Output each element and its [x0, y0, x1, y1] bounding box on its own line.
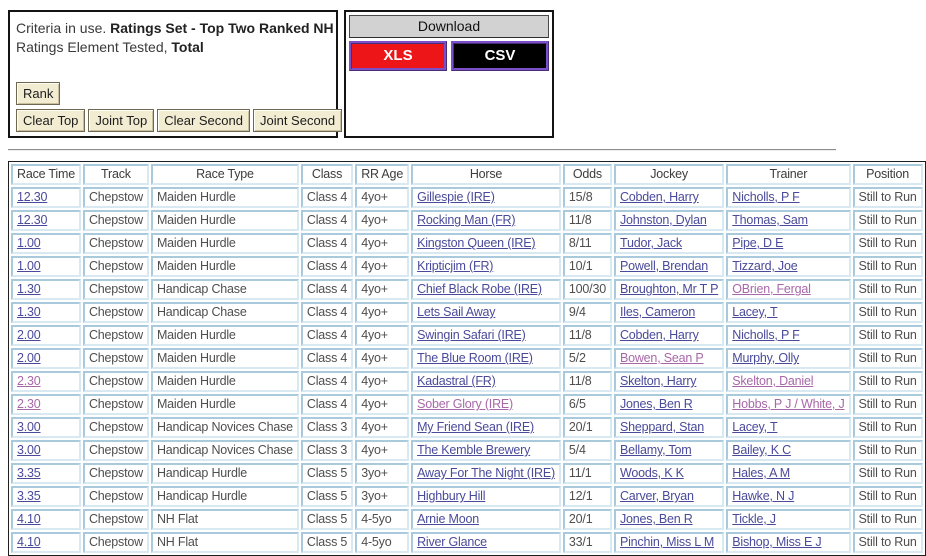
trainer-link[interactable]: Thomas, Sam	[732, 213, 808, 227]
class-cell: Class 4	[301, 348, 353, 369]
position-cell: Still to Run	[853, 187, 923, 208]
table-row	[11, 187, 923, 208]
table-row	[11, 325, 923, 346]
race-time-link[interactable]: 1.30	[17, 305, 41, 319]
race-type-cell: Handicap Novices Chase	[151, 440, 299, 461]
odds-cell: 33/1	[563, 532, 612, 553]
horse-link[interactable]: Sober Glory (IRE)	[417, 397, 514, 411]
joint-top-button[interactable]: Joint Top	[88, 109, 154, 132]
jockey-link[interactable]: Jones, Ben R	[619, 512, 693, 526]
table-row	[11, 532, 923, 553]
odds-cell: 6/5	[563, 394, 612, 415]
criteria-ratings-set: Ratings Set - Top Two Ranked NH	[110, 20, 334, 36]
trainer-link[interactable]: Lacey, T	[732, 420, 778, 434]
horse-link[interactable]: Away For The Night (IRE)	[417, 466, 555, 480]
race-type-cell: Maiden Hurdle	[151, 394, 299, 415]
class-cell: Class 5	[301, 463, 353, 484]
jockey-link[interactable]: Sheppard, Stan	[619, 420, 705, 434]
races-table	[8, 161, 926, 556]
trainer-link[interactable]: Bailey, K C	[732, 443, 791, 457]
horse-link[interactable]: Chief Black Robe (IRE)	[417, 282, 542, 296]
table-row	[11, 371, 923, 392]
table-row	[11, 302, 923, 323]
horse-link[interactable]: The Kemble Brewery	[417, 443, 531, 457]
race-time-link[interactable]: 3.00	[17, 443, 41, 457]
jockey-link[interactable]: Carver, Bryan	[619, 489, 694, 503]
trainer-link[interactable]: Skelton, Daniel	[732, 374, 814, 388]
rr-age-cell: 4yo+	[355, 279, 409, 300]
class-cell: Class 4	[301, 325, 353, 346]
jockey-link[interactable]: Jones, Ben R	[619, 397, 693, 411]
track-cell: Chepstow	[83, 233, 149, 254]
criteria-panel	[8, 10, 338, 138]
table-row	[11, 348, 923, 369]
race-time-link[interactable]: 1.00	[17, 259, 41, 273]
race-type-cell: NH Flat	[151, 509, 299, 530]
race-time-link[interactable]: 2.00	[17, 351, 41, 365]
class-cell: Class 3	[301, 417, 353, 438]
class-cell: Class 3	[301, 440, 353, 461]
trainer-link[interactable]: Nicholls, P F	[732, 190, 800, 204]
jockey-link[interactable]: Powell, Brendan	[619, 259, 708, 273]
column-header: Jockey	[614, 164, 724, 185]
rr-age-cell: 4yo+	[355, 440, 409, 461]
race-time-link[interactable]: 4.10	[17, 512, 41, 526]
trainer-link[interactable]: Hobbs, P J / White, J	[732, 397, 845, 411]
trainer-link[interactable]: Murphy, Olly	[732, 351, 800, 365]
trainer-link[interactable]: Hales, A M	[732, 466, 790, 480]
criteria-element-prefix: Ratings Element Tested,	[16, 38, 172, 55]
track-cell: Chepstow	[83, 509, 149, 530]
download-header: Download	[349, 15, 549, 38]
rr-age-cell: 4yo+	[355, 371, 409, 392]
jockey-link[interactable]: Woods, K K	[619, 466, 684, 480]
horse-link[interactable]: Lets Sail Away	[417, 305, 496, 319]
class-cell: Class 4	[301, 187, 353, 208]
rr-age-cell: 4yo+	[355, 417, 409, 438]
column-header: Race Type	[151, 164, 299, 185]
track-cell: Chepstow	[83, 302, 149, 323]
horse-link[interactable]: Highbury Hill	[417, 489, 486, 503]
class-cell: Class 4	[301, 302, 353, 323]
race-type-cell: Maiden Hurdle	[151, 187, 299, 208]
race-time-link[interactable]: 3.35	[17, 466, 41, 480]
odds-cell: 12/1	[563, 486, 612, 507]
table-row	[11, 394, 923, 415]
jockey-link[interactable]: Bellamy, Tom	[619, 443, 692, 457]
divider	[8, 149, 836, 151]
position-cell: Still to Run	[853, 509, 923, 530]
jockey-link[interactable]: Johnston, Dylan	[619, 213, 707, 227]
trainer-link[interactable]: Lacey, T	[732, 305, 778, 319]
column-header: Race Time	[11, 164, 81, 185]
class-cell: Class 4	[301, 210, 353, 231]
class-cell: Class 4	[301, 256, 353, 277]
rr-age-cell: 4-5yo	[355, 509, 409, 530]
race-type-cell: NH Flat	[151, 532, 299, 553]
table-row	[11, 279, 923, 300]
race-time-link[interactable]: 3.00	[17, 420, 41, 434]
class-cell: Class 5	[301, 532, 353, 553]
class-cell: Class 4	[301, 233, 353, 254]
track-cell: Chepstow	[83, 394, 149, 415]
table-row	[11, 417, 923, 438]
track-cell: Chepstow	[83, 371, 149, 392]
race-type-cell: Maiden Hurdle	[151, 371, 299, 392]
position-cell: Still to Run	[853, 233, 923, 254]
jockey-link[interactable]: Pinchin, Miss L M	[619, 535, 715, 549]
trainer-link[interactable]: Nicholls, P F	[732, 328, 800, 342]
rr-age-cell: 4yo+	[355, 302, 409, 323]
jockey-link[interactable]: Bowen, Sean P	[619, 351, 704, 365]
odds-cell: 20/1	[563, 509, 612, 530]
track-cell: Chepstow	[83, 532, 149, 553]
table-row	[11, 440, 923, 461]
download-panel	[344, 10, 554, 138]
horse-link[interactable]: Swingin Safari (IRE)	[417, 328, 526, 342]
races-table-body	[11, 187, 923, 553]
race-time-link[interactable]: 3.35	[17, 489, 41, 503]
jockey-link[interactable]: Cobden, Harry	[619, 190, 699, 204]
position-cell: Still to Run	[853, 486, 923, 507]
table-row	[11, 256, 923, 277]
horse-link[interactable]: Kripticjim (FR)	[417, 259, 494, 273]
trainer-link[interactable]: Pipe, D E	[732, 236, 784, 250]
rr-age-cell: 4-5yo	[355, 532, 409, 553]
track-cell: Chepstow	[83, 463, 149, 484]
column-header: Trainer	[726, 164, 850, 185]
position-cell: Still to Run	[853, 532, 923, 553]
jockey-link[interactable]: Cobden, Harry	[619, 328, 699, 342]
race-time-link[interactable]: 2.30	[17, 397, 41, 411]
column-header: Horse	[411, 164, 561, 185]
race-time-link[interactable]: 2.30	[17, 374, 41, 388]
jockey-link[interactable]: Skelton, Harry	[619, 374, 697, 388]
race-type-cell: Maiden Hurdle	[151, 256, 299, 277]
race-type-cell: Handicap Novices Chase	[151, 417, 299, 438]
rank-button[interactable]: Rank	[16, 82, 60, 105]
track-cell: Chepstow	[83, 210, 149, 231]
track-cell: Chepstow	[83, 486, 149, 507]
track-cell: Chepstow	[83, 325, 149, 346]
odds-cell: 9/4	[563, 302, 612, 323]
position-cell: Still to Run	[853, 279, 923, 300]
odds-cell: 15/8	[563, 187, 612, 208]
csv-button[interactable]: CSV	[451, 41, 549, 71]
race-time-link[interactable]: 12.30	[17, 213, 48, 227]
rr-age-cell: 4yo+	[355, 210, 409, 231]
column-header: Track	[83, 164, 149, 185]
horse-link[interactable]: My Friend Sean (IRE)	[417, 420, 534, 434]
position-cell: Still to Run	[853, 325, 923, 346]
race-time-link[interactable]: 4.10	[17, 535, 41, 549]
rr-age-cell: 4yo+	[355, 187, 409, 208]
track-cell: Chepstow	[83, 440, 149, 461]
table-row	[11, 486, 923, 507]
jockey-link[interactable]: Broughton, Mr T P	[619, 282, 719, 296]
race-type-cell: Handicap Chase	[151, 279, 299, 300]
race-type-cell: Maiden Hurdle	[151, 233, 299, 254]
track-cell: Chepstow	[83, 256, 149, 277]
track-cell: Chepstow	[83, 417, 149, 438]
horse-link[interactable]: Kingston Queen (IRE)	[417, 236, 536, 250]
race-time-link[interactable]: 12.30	[17, 190, 48, 204]
rr-age-cell: 4yo+	[355, 394, 409, 415]
rr-age-cell: 4yo+	[355, 325, 409, 346]
race-type-cell: Handicap Chase	[151, 302, 299, 323]
horse-link[interactable]: River Glance	[417, 535, 487, 549]
class-cell: Class 5	[301, 509, 353, 530]
horse-link[interactable]: Kadastral (FR)	[417, 374, 496, 388]
odds-cell: 20/1	[563, 417, 612, 438]
race-time-link[interactable]: 1.30	[17, 282, 41, 296]
odds-cell: 5/2	[563, 348, 612, 369]
horse-link[interactable]: Arnie Moon	[417, 512, 480, 526]
races-table-header-row	[11, 164, 923, 185]
class-cell: Class 4	[301, 371, 353, 392]
rr-age-cell: 3yo+	[355, 486, 409, 507]
odds-cell: 11/1	[563, 463, 612, 484]
trainer-link[interactable]: Tizzard, Joe	[732, 259, 798, 273]
class-cell: Class 4	[301, 279, 353, 300]
position-cell: Still to Run	[853, 417, 923, 438]
odds-cell: 11/8	[563, 325, 612, 346]
criteria-text	[16, 19, 334, 57]
jockey-link[interactable]: Tudor, Jack	[619, 236, 682, 250]
race-type-cell: Maiden Hurdle	[151, 210, 299, 231]
rr-age-cell: 4yo+	[355, 233, 409, 254]
trainer-link[interactable]: Bishop, Miss E J	[732, 535, 822, 549]
table-row	[11, 509, 923, 530]
clear-top-button[interactable]: Clear Top	[16, 109, 85, 132]
rr-age-cell: 4yo+	[355, 348, 409, 369]
table-row	[11, 210, 923, 231]
track-cell: Chepstow	[83, 348, 149, 369]
position-cell: Still to Run	[853, 440, 923, 461]
position-cell: Still to Run	[853, 302, 923, 323]
trainer-link[interactable]: Tickle, J	[732, 512, 776, 526]
column-header: Class	[301, 164, 353, 185]
top-area	[8, 10, 836, 138]
race-time-link[interactable]: 1.00	[17, 236, 41, 250]
odds-cell: 11/8	[563, 210, 612, 231]
odds-cell: 10/1	[563, 256, 612, 277]
table-row	[11, 463, 923, 484]
position-cell: Still to Run	[853, 210, 923, 231]
odds-cell: 5/4	[563, 440, 612, 461]
odds-cell: 100/30	[563, 279, 612, 300]
position-cell: Still to Run	[853, 371, 923, 392]
position-cell: Still to Run	[853, 348, 923, 369]
rr-age-cell: 3yo+	[355, 463, 409, 484]
track-cell: Chepstow	[83, 279, 149, 300]
column-header: RR Age	[355, 164, 409, 185]
rr-age-cell: 4yo+	[355, 256, 409, 277]
horse-link[interactable]: The Blue Room (IRE)	[417, 351, 533, 365]
race-time-link[interactable]: 2.00	[17, 328, 41, 342]
xls-button[interactable]: XLS	[349, 41, 447, 71]
joint-second-button[interactable]: Joint Second	[253, 109, 342, 132]
criteria-element-value: Total	[171, 38, 204, 55]
column-header: Position	[853, 164, 923, 185]
trainer-link[interactable]: Hawke, N J	[732, 489, 795, 503]
race-type-cell: Handicap Hurdle	[151, 486, 299, 507]
odds-cell: 8/11	[563, 233, 612, 254]
race-type-cell: Maiden Hurdle	[151, 348, 299, 369]
trainer-link[interactable]: OBrien, Fergal	[732, 282, 811, 296]
column-header: Odds	[563, 164, 612, 185]
class-cell: Class 4	[301, 394, 353, 415]
criteria-prefix: Criteria in use.	[16, 20, 111, 36]
track-cell: Chepstow	[83, 187, 149, 208]
clear-second-button[interactable]: Clear Second	[157, 109, 250, 132]
race-type-cell: Handicap Hurdle	[151, 463, 299, 484]
race-type-cell: Maiden Hurdle	[151, 325, 299, 346]
odds-cell: 11/8	[563, 371, 612, 392]
class-cell: Class 5	[301, 486, 353, 507]
position-cell: Still to Run	[853, 463, 923, 484]
position-cell: Still to Run	[853, 256, 923, 277]
table-row	[11, 233, 923, 254]
position-cell: Still to Run	[853, 394, 923, 415]
horse-link[interactable]: Rocking Man (FR)	[417, 213, 516, 227]
horse-link[interactable]: Gillespie (IRE)	[417, 190, 495, 204]
jockey-link[interactable]: Iles, Cameron	[619, 305, 696, 319]
